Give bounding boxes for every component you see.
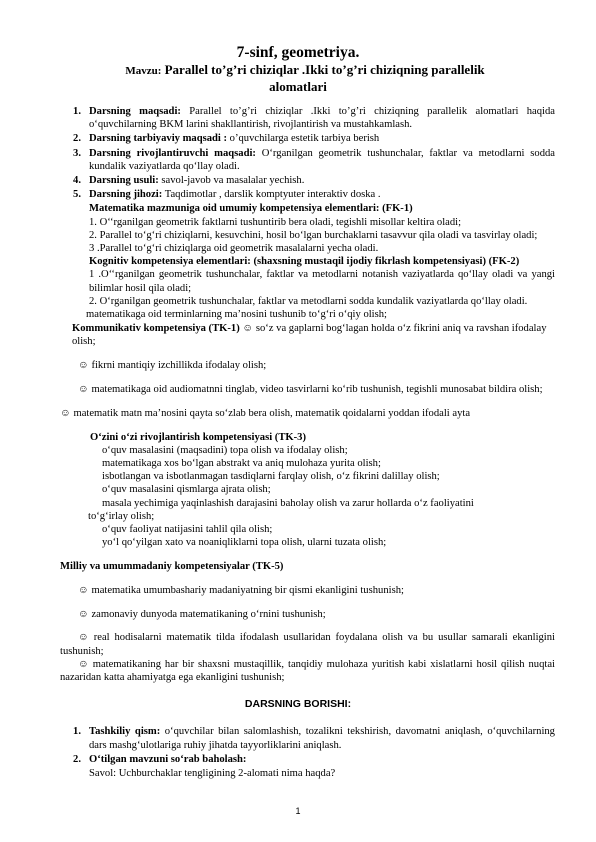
- tk3-heading: O‘zini o‘zi rivojlantirish kompetensiyasi (TK-3): [90, 431, 306, 443]
- tk3-item: o‘quv faoliyat natijasini tahlil qila olish;: [102, 524, 273, 536]
- tk3-continuation: to‘g‘irlay olish;: [88, 510, 155, 522]
- tk3-item: yo‘l qo‘yilgan xato va noaniqliklarni topa olish, ularni tuzata olish;: [102, 537, 387, 549]
- tk5-item: ☺ matematikaning har bir shaxsni mustaqillik, tanqidiy mulohaza yuritish kabi xislatlarni hosil qilish nuqtai nazaridan katta ahamiyatga ega ekanligini tushunish;: [60, 658, 555, 684]
- tk3-item: masala yechimiga yaqinlashish darajasini baholay olish va zarur hollarda o‘z faoliyatini: [102, 497, 474, 509]
- fk1-item: 1. O‘‘rganilgan geometrik faktlarni tushuntirib bera oladi, tegishli misollar keltira oladi;: [89, 216, 462, 228]
- topic-line-1: Parallel to’g’ri chiziqlar .Ikki to’g’ri chiziqning parallelik: [164, 62, 485, 77]
- tk3-item: o‘quv masalasini (maqsadini) topa olish va ifodalay olish;: [102, 444, 348, 456]
- topic-heading: [0, 62, 596, 95]
- goal-item: 1. Darsning maqsadi: Parallel to’g’ri chiziqlar .Ikki to’g’ri chiziqning parallelik alomatlari haqida o‘quvchilarning BKM larini shakllantirish, rivojlantirish va mustahkamlash.: [73, 106, 555, 131]
- lesson-step: 1. Tashkiliy qism: o‘quvchilar bilan salomlashish, tozalikni tekshirish, davomatni aniqlash, o‘quvchilarning dars mashg‘ulotlariga ruhiy jihatda tayyorliklarini aniqlash.: [73, 726, 555, 751]
- tk1-item: ☺ matematikaga oid audiomatnni tinglab, video tasvirlarni ko‘rib tushunish, tegishli munosabat bildira olish;: [78, 384, 543, 396]
- lesson-step: 2. O‘tilgan mavzuni so‘rab baholash:: [73, 753, 247, 765]
- tk3-item: isbotlangan va isbotlanmagan tasdiqlarni farqlay olish, o‘z fikrini dalillay olish;: [102, 471, 440, 483]
- tk5-item: ☺ real hodisalarni matematik tilda ifodalash usullaridan foydalana olish va bu usullar samarali ekanligini tushunish;: [60, 632, 555, 657]
- goal-item: 5. Darsning jihozi: Taqdimotlar , darslik komptyuter interaktiv doska .: [73, 189, 381, 201]
- tk1-paragraph: Kommunikativ kompetensiya (TK-1) ☺ so‘z va gaplarni bog‘lagan holda o‘z fikrini aniq va ravshan ifodalay olish;: [72, 323, 547, 348]
- topic-line-2: alomatlari: [269, 79, 327, 94]
- fk2-item: 1 .O‘‘rganilgan geometrik tushunchalar, faktlar va metodlarni notanish vaziyatlarda qo‘llay oladi va yangi bilimlar hosil qila oladi;: [89, 269, 555, 294]
- document-title: 7-sinf, geometriya.: [236, 44, 360, 61]
- topic-label: Mavzu:: [125, 65, 162, 77]
- fk1-item: 2. Parallel to‘g‘ri chiziqlarni, kesuvchini, hosil bo‘lgan burchaklarni tasavvur qila oladi va tasvirlay oladi;: [89, 229, 538, 241]
- tk1-item: ☺ matematik matn ma’nosini qayta so‘zlab bera olish, matematik qoidalarni yoddan ifodali ayta: [60, 407, 471, 419]
- tk5-item: ☺ matematika umumbashariy madaniyatning bir qismi ekanligini tushunish;: [78, 584, 404, 596]
- fk1-item: 3 .Parallel to‘g‘ri chiziqlarga oid geometrik masalalarni yecha oladi.: [89, 243, 379, 255]
- tk1-item: ☺ fikrni mantiqiy izchillikda ifodalay olish;: [78, 360, 267, 372]
- fk2-item: 2. O‘rganilgan geometrik tushunchalar, faktlar va metodlarni sodda kundalik vaziyatlarda qo‘llay oladi.: [89, 295, 528, 307]
- goals-list: [60, 105, 555, 201]
- page-number: 1: [295, 806, 301, 816]
- lesson-flow-heading: DARSNING BORISHI:: [244, 698, 352, 711]
- tk5-heading: Milliy va umummadaniy kompetensiyalar (TK-5): [60, 561, 284, 573]
- tk3-item: matematikaga xos bo‘lgan abstrakt va aniq mulohaza yurita olish;: [102, 458, 381, 470]
- fk2-tail: matematikaga oid terminlarning ma’nosini tushunib to‘g‘ri o‘qiy olish;: [86, 309, 387, 321]
- tk3-item: o‘quv masalasini qismlarga ajrata olish;: [102, 484, 271, 496]
- fk1-heading: Matematika mazmuniga oid umumiy kompetensiya elementlari: (FK-1): [89, 203, 413, 215]
- document-body: [60, 105, 555, 780]
- goal-item: 3. Darsning rivojlantiruvchi maqsadi: O‘rganilgan geometrik tushunchalar, faktlar va metodlarni sodda kundalik vaziyatlarda qo‘llay oladi.: [73, 147, 555, 172]
- goal-item: 2. Darsning tarbiyaviy maqsadi : o’quvchilarga estetik tarbiya berish: [73, 133, 380, 145]
- tk1-heading: Kommunikativ kompetensiya (TK-1): [72, 323, 240, 335]
- goal-item: 4. Darsning usuli: savol-javob va masalalar yechish.: [73, 175, 305, 187]
- question-text: Savol: Uchburchaklar tengligining 2-alomati nima haqda?: [89, 768, 336, 780]
- tk5-item: ☺ zamonaviy dunyoda matematikaning o‘rnini tushunish;: [78, 608, 326, 620]
- fk2-heading: Kognitiv kompetensiya elementlari: (shaxsning mustaqil ijodiy fikrlash kompetensiyasi) (FK-2): [89, 256, 520, 268]
